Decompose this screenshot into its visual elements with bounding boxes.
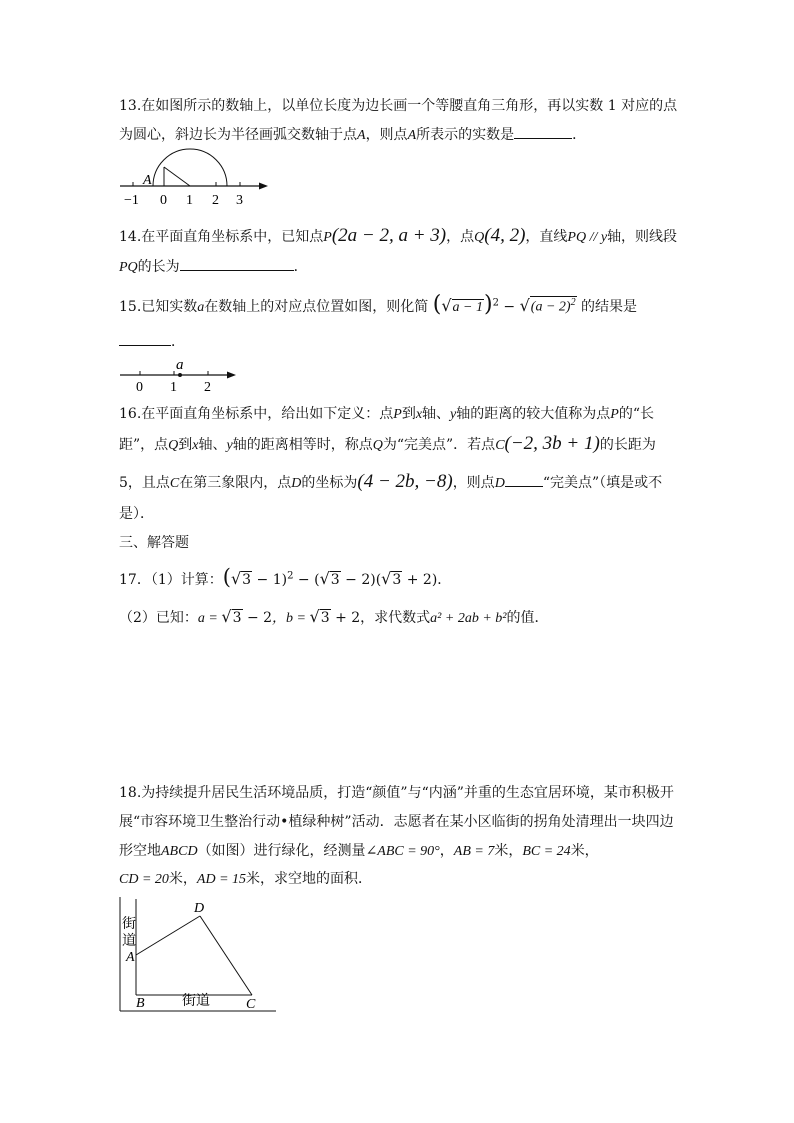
d-coords: (4 − 2b, −8) xyxy=(357,471,453,492)
tick-label: 2 xyxy=(212,193,219,208)
a-eq: a = xyxy=(197,611,222,626)
q18-line2: 展“市容环境卫生整治行动•植绿种树”活动．志愿者在某小区临街的拐角处清理出一块四边 xyxy=(119,814,674,830)
q18-text: 米， xyxy=(168,871,197,887)
radicand: $(a - 2)^2$ xyxy=(530,297,576,315)
q14-text: 的长为 xyxy=(137,259,180,275)
q13-number-line-figure xyxy=(118,143,270,211)
point-P: P xyxy=(393,407,402,422)
q13-end: ． xyxy=(572,127,587,143)
q18-text: 米， xyxy=(570,843,599,859)
side-AD xyxy=(136,916,200,955)
expr: − ( xyxy=(297,572,320,588)
q15-text: 在数轴上的对应点位置如图，则化简 xyxy=(204,299,429,315)
pq-parallel-y: PQ // y xyxy=(567,230,608,245)
q14-text: ，直线 xyxy=(525,229,568,245)
q18-quadrilateral-figure xyxy=(116,895,282,1019)
quad-ABCD: ABCD xyxy=(161,844,198,859)
point-C: C xyxy=(169,476,180,491)
q16-line2 xyxy=(119,433,656,455)
vertex-D-label: D xyxy=(194,901,205,916)
axis-arrow xyxy=(259,183,268,190)
tick-label: 0 xyxy=(160,193,167,208)
q16-line4: 是）． xyxy=(119,506,154,522)
q15-number-line-figure xyxy=(118,355,242,395)
radicand: 3 xyxy=(242,572,252,588)
q15-line1: 15.已知实数a在数轴上的对应点位置如图，则化简 $(√a - 1)^2 - √(a - 2)^2$ 的结果是 xyxy=(119,292,638,317)
point-a xyxy=(178,373,182,377)
q18-text: 米，求空地的面积． xyxy=(246,871,373,887)
len-BC: BC = 24 xyxy=(522,844,571,859)
q15-line2 xyxy=(119,331,185,351)
expr: − 1) xyxy=(256,572,288,588)
radicand: 3 xyxy=(232,610,242,626)
answer-blank[interactable] xyxy=(505,474,543,487)
q17-text: （2）已知： xyxy=(119,610,198,626)
q16-text: 16.在平面直角坐标系中，给出如下定义：点 xyxy=(119,406,394,422)
q16-text: 轴的距离相等时，称点 xyxy=(232,437,373,453)
q16-line1 xyxy=(119,403,654,423)
q14-end: ． xyxy=(293,259,308,275)
minus: − xyxy=(503,299,516,315)
q18-line4 xyxy=(119,868,372,888)
q13-line1: 13.在如图所示的数轴上，以单位长度为边长画一个等腰直角三角形，再以实数 1 对应的点 xyxy=(119,98,678,114)
answer-blank[interactable] xyxy=(514,126,572,139)
q16-text: 到 xyxy=(178,437,193,453)
q16-text: 距”，点 xyxy=(119,437,169,453)
p-coords: (2a − 2, a + 3) xyxy=(331,225,447,246)
q-coords: (4, 2) xyxy=(484,225,526,246)
point-A-label: A xyxy=(143,173,152,188)
tick-label: 2 xyxy=(204,380,211,395)
point-Q: Q xyxy=(474,230,485,245)
vertex-B-label: B xyxy=(136,996,145,1011)
point-Q: Q xyxy=(168,438,179,453)
q16-text: 轴、 xyxy=(422,406,451,422)
q18-text: （如图）进行绿化，经测量 xyxy=(197,843,366,859)
answer-blank[interactable] xyxy=(119,333,171,346)
q16-text: 的坐标为 xyxy=(301,475,358,491)
radicand-expr: (a − 2) xyxy=(530,300,571,315)
q14-text: 轴，则线段 xyxy=(607,229,678,245)
q14-text: 14.在平面直角坐标系中，已知点 xyxy=(119,229,324,245)
x-axis: x xyxy=(415,407,423,422)
expr: − 2)( xyxy=(345,572,382,588)
answer-blank[interactable] xyxy=(180,258,294,271)
tick-label: −1 xyxy=(124,193,139,208)
q16-text: 轴的距离的较大值称为点 xyxy=(456,406,611,422)
axis-arrow xyxy=(227,372,236,379)
len-AB: AB = 7 xyxy=(453,844,495,859)
b-tail: + 2 xyxy=(330,610,361,626)
section-heading: 三、解答题 xyxy=(119,535,189,551)
tick-label: 1 xyxy=(170,380,177,395)
segment-PQ: PQ xyxy=(119,260,138,275)
q13-text: ，则点 xyxy=(365,127,408,143)
q17-text: 17．（1）计算： xyxy=(119,572,223,588)
q18-text: 米， xyxy=(494,843,523,859)
triangle-hypotenuse xyxy=(164,167,190,186)
q13-text: 为圆心，斜边长为半径画弧交数轴于点 xyxy=(119,127,357,143)
tick-label: 1 xyxy=(186,193,193,208)
tick-label: 0 xyxy=(136,380,143,395)
q14-line2 xyxy=(119,256,308,276)
q18-line3 xyxy=(119,840,599,860)
point-P: P xyxy=(610,407,619,422)
expr: + 2)． xyxy=(406,572,452,588)
point-A: A xyxy=(407,128,417,143)
q16-text: 到 xyxy=(401,406,416,422)
b-eq: ，b = xyxy=(272,611,310,626)
radicand: a − 1 xyxy=(452,300,483,315)
q15-text: 的结果是 xyxy=(581,299,638,315)
q16-text: 在第三象限内，点 xyxy=(179,475,292,491)
q16-line3 xyxy=(119,471,662,493)
radicand: 3 xyxy=(392,572,402,588)
angle-ABC: ∠ABC = 90° xyxy=(365,844,440,859)
y-axis: y xyxy=(450,407,457,422)
q15-end: ． xyxy=(171,334,185,350)
q15-text: 15.已知实数 xyxy=(119,299,198,315)
q18-line1: 18.为持续提升居民生活环境品质，打造“颜值”与“内涵”并重的生态宜居环境，某市积极开 xyxy=(119,785,674,801)
q16-text: ，则点 xyxy=(452,475,495,491)
street-label: 道 xyxy=(122,934,136,949)
len-AD: AD = 15 xyxy=(196,872,247,887)
q17-text: ，求代数式 xyxy=(360,610,431,626)
q17-line1: 17．（1）计算：$(√3 - 1)^2 - (√3 - 2)(√3 + 2)$． xyxy=(119,565,452,589)
y-axis: y xyxy=(226,438,233,453)
var-a: a xyxy=(197,300,205,315)
q18-text: ， xyxy=(439,843,454,859)
vertex-C-label: C xyxy=(246,997,256,1012)
street-label: 街道 xyxy=(182,994,210,1009)
q13-text: 所表示的实数是 xyxy=(416,127,515,143)
q16-text: 的长距为 xyxy=(599,437,656,453)
side-DC xyxy=(200,916,252,995)
q16-text: “完美点”（填是或不 xyxy=(542,475,663,491)
q14-line1 xyxy=(119,225,677,247)
tick-label: 3 xyxy=(236,193,243,208)
algebra-expr: a² + 2ab + b² xyxy=(430,611,507,626)
q16-text: 轴、 xyxy=(198,437,227,453)
q16-text: 为“完美点”．若点 xyxy=(382,437,496,453)
point-Q: Q xyxy=(372,438,383,453)
point-a-label: a xyxy=(176,357,184,373)
q13-line2 xyxy=(119,124,586,144)
street-label: 街 xyxy=(122,917,136,932)
point-C: C xyxy=(495,438,505,453)
x-axis: x xyxy=(192,438,199,453)
point-A: A xyxy=(357,128,366,143)
q16-text: 5，且点 xyxy=(119,475,170,491)
point-D: D xyxy=(291,476,302,491)
radicand: 3 xyxy=(330,572,340,588)
c-coords: (−2, 3b + 1) xyxy=(504,433,600,454)
radicand: 3 xyxy=(320,610,330,626)
q14-text: ，点 xyxy=(446,229,475,245)
point-P: P xyxy=(323,230,332,245)
q17-line2: （2）已知：a = √3 − 2，b = √3 + 2，求代数式a² + 2ab + b²的值． xyxy=(119,607,549,626)
q17-text: 的值． xyxy=(506,610,549,626)
q18-text: 形空地 xyxy=(119,843,161,859)
a-tail: − 2 xyxy=(242,610,273,626)
q16-text: 的“长 xyxy=(618,406,654,422)
vertex-A-label: A xyxy=(126,950,135,965)
len-CD: CD = 20 xyxy=(119,872,169,887)
point-D: D xyxy=(494,476,505,491)
